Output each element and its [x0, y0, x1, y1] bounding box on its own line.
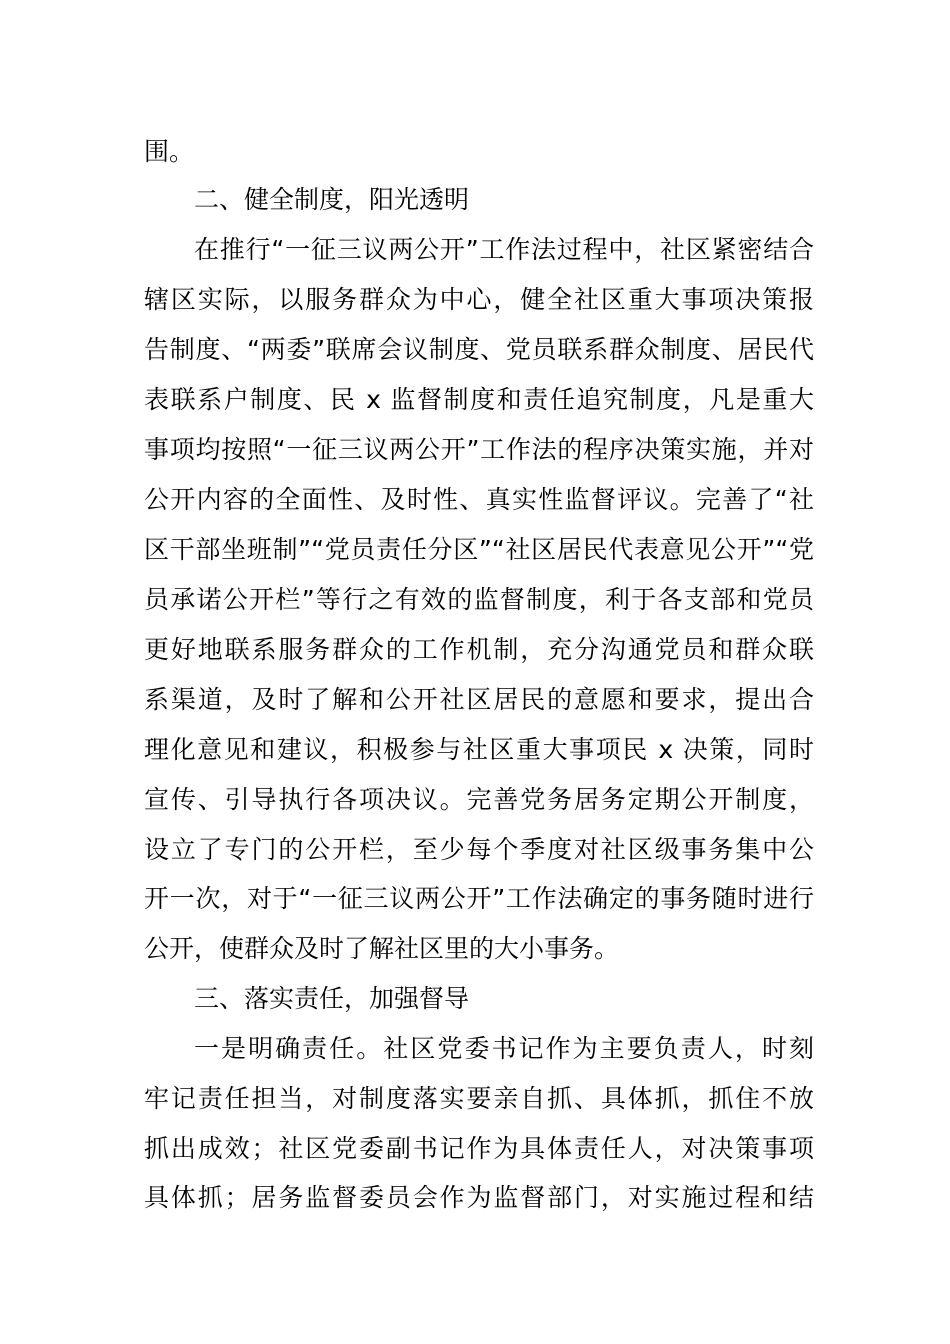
text-line-19: 一是明确责任。社区党委书记作为主要负责人，时刻 — [194, 1034, 814, 1063]
section-heading-2: 二、健全制度，阳光透明 — [194, 185, 470, 214]
text-line-3: 在推行“一征三议两公开”工作法过程中，社区紧密结合 — [194, 235, 814, 264]
text-line-7: 事项均按照“一征三议两公开”工作法的程序决策实施，并对 — [144, 435, 814, 464]
text-line-20: 牢记责任担当，对制度落实要亲自抓、具体抓，抓住不放 — [144, 1084, 814, 1113]
text-line-6: 表联系户制度、民 x 监督制度和责任追究制度，凡是重大 — [144, 385, 814, 414]
text-line-10: 员承诺公开栏”等行之有效的监督制度，利于各支部和党员 — [144, 585, 814, 614]
text-line-11: 更好地联系服务群众的工作机制，充分沟通党员和群众联 — [144, 635, 814, 664]
text-line-17: 公开，使群众及时了解社区里的大小事务。 — [144, 934, 620, 963]
text-line-14: 宣传、引导执行各项决议。完善党务居务定期公开制度， — [144, 785, 814, 814]
text-line-4: 辖区实际，以服务群众为中心，健全社区重大事项决策报 — [144, 285, 814, 314]
text-line-21: 抓出成效；社区党委副书记作为具体责任人，对决策事项 — [144, 1134, 814, 1163]
text-line-12: 系渠道，及时了解和公开社区居民的意愿和要求，提出合 — [144, 685, 814, 714]
text-line-8: 公开内容的全面性、及时性、真实性监督评议。完善了“社 — [144, 485, 814, 514]
text-line-1: 围。 — [144, 137, 195, 166]
text-line-9: 区干部坐班制”“党员责任分区”“社区居民代表意见公开”“党 — [144, 535, 814, 564]
text-line-5: 告制度、“两委”联席会议制度、党员联系群众制度、居民代 — [144, 335, 814, 364]
text-line-22: 具体抓；居务监督委员会作为监督部门，对实施过程和结 — [144, 1183, 814, 1212]
section-heading-3: 三、落实责任，加强督导 — [194, 984, 470, 1013]
text-line-16: 开一次，对于“一征三议两公开”工作法确定的事务随时进行 — [144, 884, 814, 913]
text-line-15: 设立了专门的公开栏，至少每个季度对社区级事务集中公 — [144, 835, 814, 864]
text-line-13: 理化意见和建议，积极参与社区重大事项民 x 决策，同时 — [144, 735, 814, 764]
